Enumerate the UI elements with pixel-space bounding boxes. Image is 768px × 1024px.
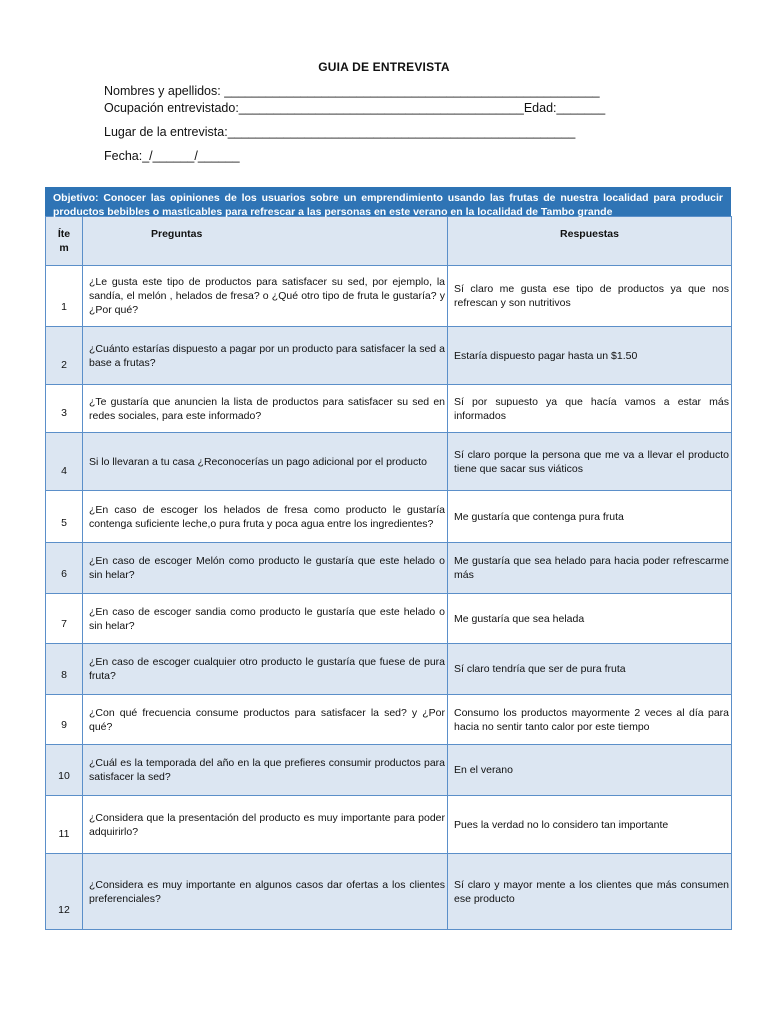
row-item-number: 12 [46,854,83,930]
table-row [46,433,732,491]
table-row [46,796,732,854]
row-question: ¿Considera es muy importante en algunos casos dar ofertas a los clientes preferenciales? [83,854,448,930]
table-header-row [46,217,732,266]
table-row [46,745,732,796]
row-question: ¿En caso de escoger los helados de fresa como producto le gustaría contenga suficiente leche,o pura fruta y poca agua entre los ingredientes? [83,491,448,543]
occupation-age-field-line: Ocupación entrevistado:_________________________________________Edad:_______ [104,101,606,115]
row-question: ¿En caso de escoger cualquier otro producto le gustaría que fuese de pura fruta? [83,644,448,695]
row-answer: Estaría dispuesto pagar hasta un $1.50 [448,327,732,385]
row-item-number: 9 [46,695,83,745]
table-row [46,266,732,327]
row-answer: Sí claro porque la persona que me va a llevar el producto tiene que sacar sus viáticos [448,433,732,491]
row-item-number: 6 [46,543,83,594]
table-row [46,327,732,385]
row-item-number: 4 [46,433,83,491]
table-row [46,594,732,644]
table-row [46,491,732,543]
table-row [46,644,732,695]
table-row [46,695,732,745]
document-title: GUIA DE ENTREVISTA [318,60,450,74]
row-answer: Me gustaría que sea helada [448,594,732,644]
questions-table [45,216,732,930]
row-question: ¿En caso de escoger sandia como producto le gustaría que este helado o sin helar? [83,594,448,644]
table-row [46,543,732,594]
row-answer: En el verano [448,745,732,796]
column-header-questions: Preguntas [83,217,448,266]
date-field-line: Fecha:_/______/______ [104,149,240,163]
row-question: ¿Cuál es la temporada del año en la que prefieres consumir productos para satisfacer la sed? [83,745,448,796]
column-header-item [46,217,83,266]
row-item-number: 3 [46,385,83,433]
row-item-number: 10 [46,745,83,796]
row-item-number: 2 [46,327,83,385]
row-answer: Pues la verdad no lo considero tan importante [448,796,732,854]
row-question: ¿Te gustaría que anuncien la lista de productos para satisfacer su sed en redes sociales, para este informado? [83,385,448,433]
row-answer: Me gustaría que contenga pura fruta [448,491,732,543]
row-answer: Me gustaría que sea helado para hacia poder refrescarme más [448,543,732,594]
row-question: ¿Con qué frecuencia consume productos para satisfacer la sed? y ¿Por qué? [83,695,448,745]
table-row [46,385,732,433]
objective-banner: Objetivo: Conocer las opiniones de los usuarios sobre un emprendimiento usando las frutas de nuestra localidad para producir productos bebibles o masticables para refrescar a las personas en este verano en la localidad de Tambo grande [45,187,731,216]
row-item-number: 11 [46,796,83,854]
column-header-item-label: Íte m [57,228,71,254]
row-answer: Sí claro me gusta ese tipo de productos ya que nos refrescan y son nutritivos [448,266,732,327]
row-question: ¿Cuánto estarías dispuesto a pagar por un producto para satisfacer la sed a base a frutas? [83,327,448,385]
interview-table [45,187,731,930]
row-answer: Sí claro y mayor mente a los clientes que más consumen ese producto [448,854,732,930]
names-field-line: Nombres y apellidos: ______________________________________________________ [104,84,600,98]
row-question: ¿Considera que la presentación del producto es muy importante para poder adquirirlo? [83,796,448,854]
row-question: Si lo llevaran a tu casa ¿Reconocerías un pago adicional por el producto [83,433,448,491]
row-question: ¿En caso de escoger Melón como producto le gustaría que este helado o sin helar? [83,543,448,594]
table-row [46,854,732,930]
row-answer: Sí por supuesto ya que hacía vamos a estar más informados [448,385,732,433]
interview-place-field-line: Lugar de la entrevista:__________________________________________________ [104,125,576,139]
row-answer: Consumo los productos mayormente 2 veces al día para hacia no sentir tanto calor por este tiempo [448,695,732,745]
row-item-number: 8 [46,644,83,695]
row-question: ¿Le gusta este tipo de productos para satisfacer su sed, por ejemplo, la sandía, el melón , helados de fresa? o ¿Qué otro tipo de fruta le gustaría? y ¿Por qué? [83,266,448,327]
row-item-number: 7 [46,594,83,644]
column-header-answers: Respuestas [448,217,732,266]
row-answer: Sí claro tendría que ser de pura fruta [448,644,732,695]
row-item-number: 1 [46,266,83,327]
row-item-number: 5 [46,491,83,543]
